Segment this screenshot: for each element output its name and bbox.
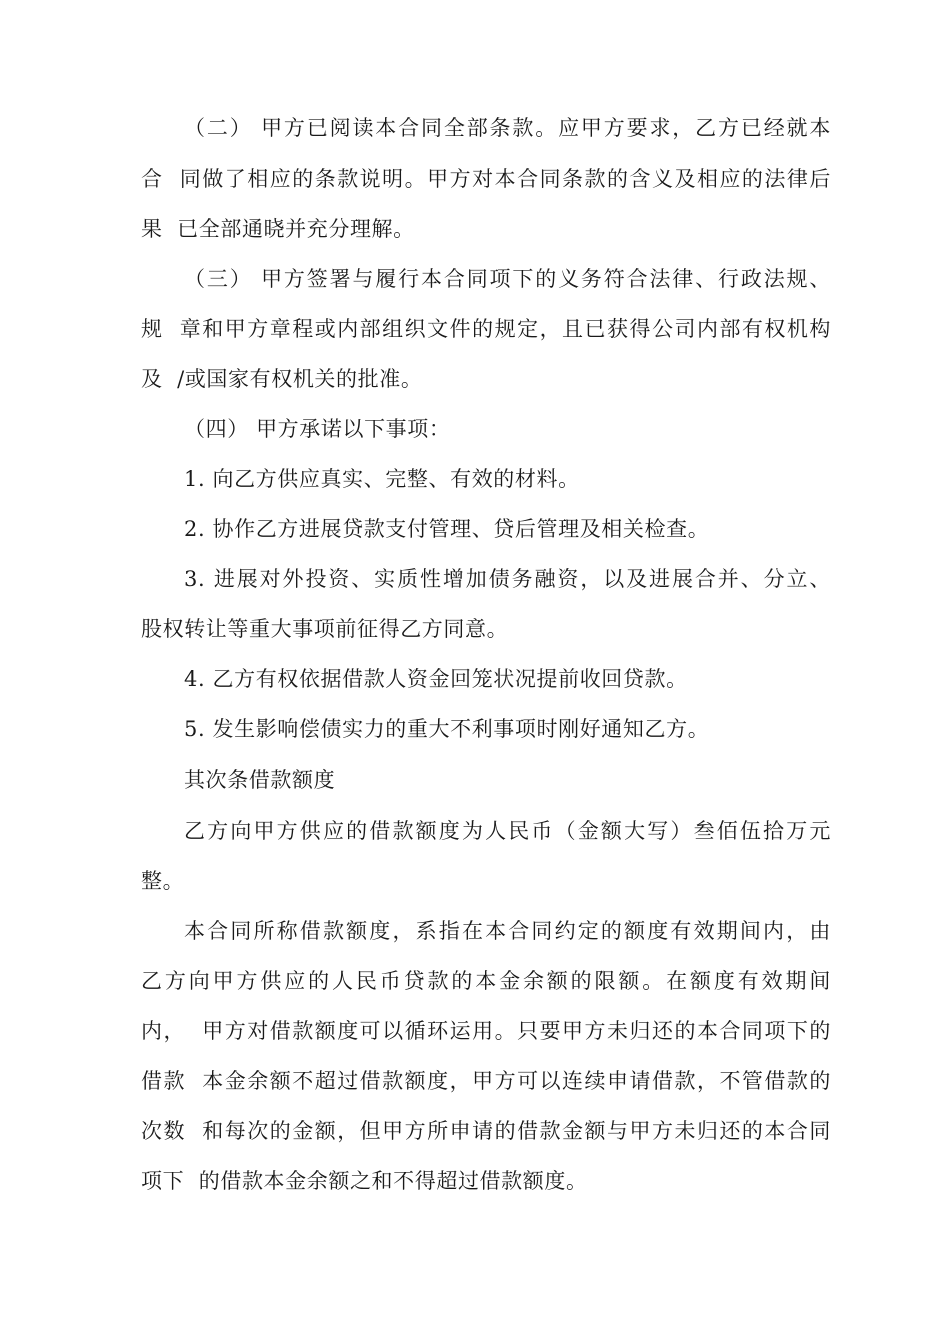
paragraph-line: 项下 的借款本金余额之和不得超过借款额度。 [141,1169,588,1193]
list-item: 3. 进展对外投资、实质性增加债务融资，以及进展合并、分立、 [184,567,831,591]
list-item: 1. 向乙方供应真实、完整、有效的材料。 [184,467,580,491]
list-item: 4. 乙方有权依据借款人资金回笼状况提前收回贷款。 [184,667,688,691]
paragraph-line: 次数 和每次的金额，但甲方所申请的借款金额与甲方未归还的本合同 [141,1119,831,1143]
list-item: 2. 协作乙方进展贷款支付管理、贷后管理及相关检查。 [184,517,710,541]
paragraph-line: （三） 甲方签署与履行本合同项下的义务符合法律、行政法规、 [184,267,831,291]
list-item: 5. 发生影响偿债实力的重大不利事项时刚好通知乙方。 [184,717,710,741]
paragraph-line: 乙方向甲方供应的人民币贷款的本金余额的限额。在额度有效期间 [141,969,831,993]
paragraph-line: （四） 甲方承诺以下事项： [184,417,451,441]
paragraph-line: 及 /或国家有权机关的批准。 [141,367,423,391]
paragraph-line: 本合同所称借款额度，系指在本合同约定的额度有效期间内，由 [184,919,831,943]
paragraph-line: 乙方向甲方供应的借款额度为人民币（金额大写）叁佰伍拾万元 [184,819,831,843]
paragraph-line: 果 已全部通晓并充分理解。 [141,217,415,241]
paragraph-line: 规 章和甲方章程或内部组织文件的规定，且已获得公司内部有权机构 [141,317,831,341]
list-item-continued: 股权转让等重大事项前征得乙方同意。 [141,617,509,641]
section-heading: 其次条借款额度 [184,768,336,792]
paragraph-line: 内， 甲方对借款额度可以循环运用。只要甲方未归还的本合同项下的 [141,1019,831,1043]
paragraph-line: 合 同做了相应的条款说明。甲方对本合同条款的含义及相应的法律后 [141,167,831,191]
paragraph-line: 借款 本金余额不超过借款额度，甲方可以连续申请借款，不管借款的 [141,1069,831,1093]
paragraph-line: 整。 [141,869,185,893]
paragraph-line: （二） 甲方已阅读本合同全部条款。应甲方要求，乙方已经就本 [184,116,831,140]
